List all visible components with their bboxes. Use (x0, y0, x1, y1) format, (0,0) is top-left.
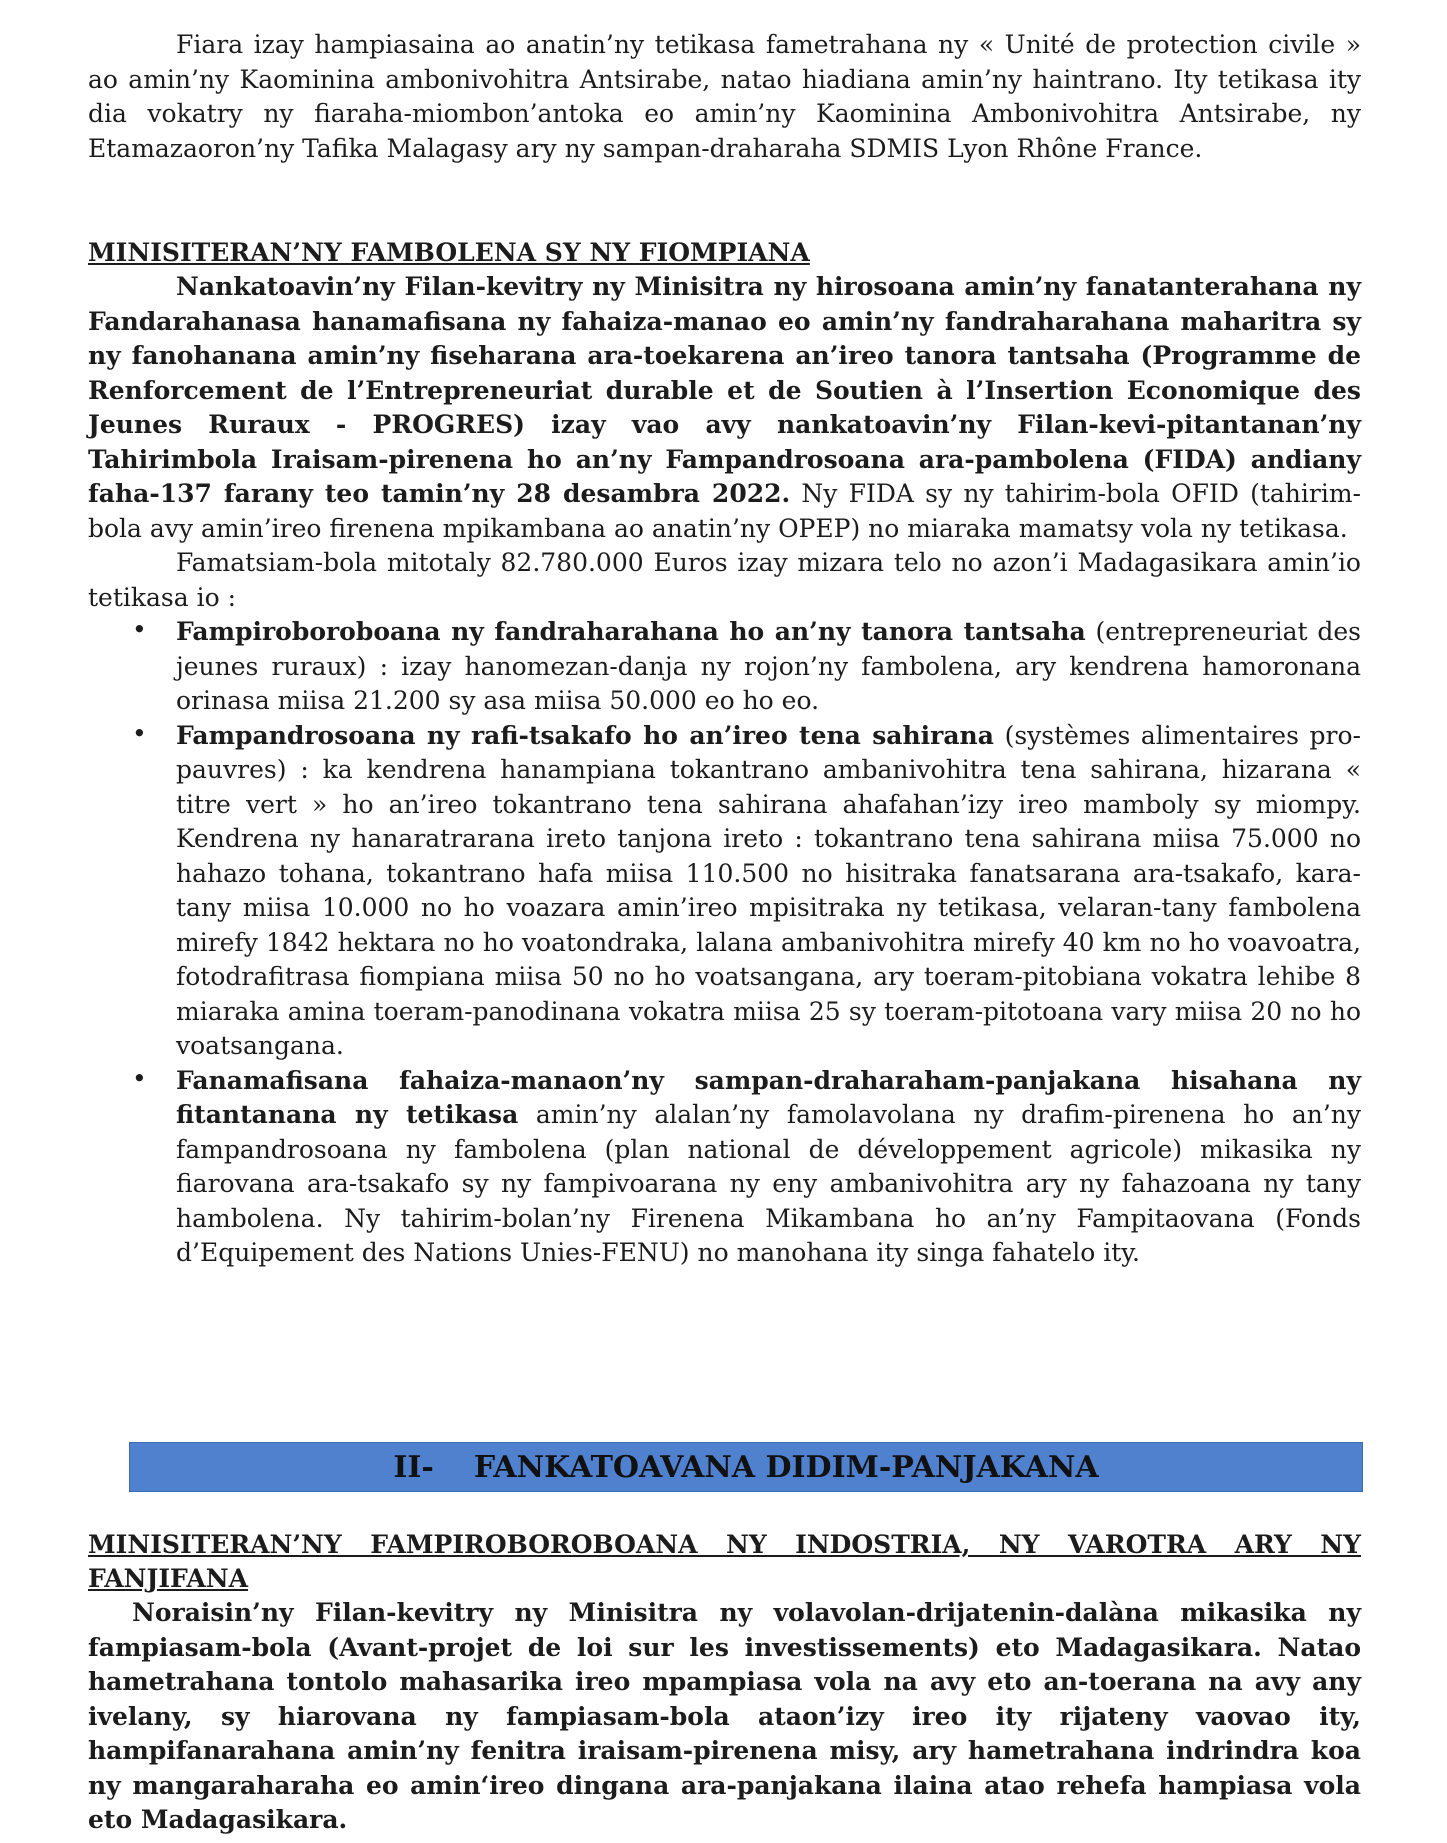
list-item (88, 1064, 1361, 1271)
list-item-bold: Fanamafisana fahaiza-manaon’ny sampan-draharaham-panjakana hisahana ny fitantanana ny tetikasa (176, 1065, 1361, 1129)
list-item (88, 615, 1361, 719)
banner-number: II- (393, 1449, 434, 1485)
section-heading-fambolena: MINISITERAN’NY FAMBOLENA SY NY FIOMPIANA (88, 238, 810, 267)
list-item-bold: Fampandrosoana ny rafi-tsakafo ho an’ireo tena sahirana (176, 720, 994, 750)
paragraph-progres (88, 270, 1361, 546)
list-item-text (176, 719, 1361, 1064)
list-item-body: (entrepreneuriat des jeunes ruraux) : izay hanomezan-danja ny rojon’ny fambolena, ary kendrena hamoronana orinasa miisa 21.200 sy asa miisa 50.000 eo ho eo. (176, 617, 1361, 715)
section-heading-indostria: MINISITERAN’NY FAMPIROBOROBOANA NY INDOSTRIA, NY VAROTRA ARY NY FANJIFANA (88, 1530, 1361, 1593)
bullet-dot-icon: • (132, 718, 147, 748)
bullet-dot-icon: • (132, 615, 147, 644)
list-item-text (176, 1064, 1361, 1271)
list-item (88, 719, 1361, 1064)
list-item-body: amin’ny alalan’ny famolavolana ny drafim-pirenena ho an’ny fampandrosoana ny fambolena (plan national de développement agricole) mikasika ny fiarovana ara-tsakafo sy ny fampivoarana ny eny ambanivohitra ary ny fahazoana ny tany hambolena. Ny tahirim-bolan’ny Firenena Mikambana ho an’ny Fampitaovana (Fonds d’Equipement des Nations Unies-FENU) no manohana ity singa fahatelo ity. (176, 1100, 1361, 1267)
bullet-dot-icon: • (132, 1063, 147, 1093)
list-item-body: (systèmes alimentaires pro-pauvres) : ka kendrena hanampiana tokantrano ambanivohitra tena sahirana, hizarana « titre vert » ho an’ireo tokantrano tena sahirana ahafahan’izy ireo mamboly sy miompy. Kendrena ny hanaratrarana ireto tanjona ireto : tokantrano tena sahirana miisa 75.000 no hahazo tohana, tokantrano hafa miisa 110.500 no hisitraka fanatsarana ara-tsakafo, kara-tany miisa 10.000 no ho voazara amin’ireo mpisitraka ny tetikasa, velaran-tany fambolena mirefy 1842 hektara no ho voatondraka, lalana ambanivohitra mirefy 40 km no ho voavoatra, fotodrafitrasa fiompiana miisa 50 no ho voatsangana, ary toeram-pitobiana vokatra lehibe 8 miaraka amina toeram-panodinana vokatra miisa 25 sy toeram-pitotoana vary miisa 20 no ho voatsangana. (176, 720, 1361, 1060)
section-banner (129, 1442, 1363, 1492)
bullet-list (88, 615, 1361, 1271)
list-item-bold: Fampiroboroboana ny fandraharahana ho an’ny tanora tantsaha (176, 617, 1086, 646)
paragraph-famatsiam-bola: Famatsiam-bola mitotaly 82.780.000 Euros izay mizara telo no azon’i Madagasikara amin’io tetikasa io : (88, 548, 1361, 612)
paragraph-unite-protection-civile: Fiara izay hampiasaina ao anatin’ny tetikasa fametrahana ny « Unité de protection civile » ao amin’ny Kaominina ambonivohitra Antsirabe, natao hiadiana amin’ny haintrano. Ity tetikasa ity dia vokatry ny fiaraha-miombon’antoka eo amin’ny Kaominina Ambonivohitra Antsirabe, ny Etamazaoron’ny Tafika Malagasy ary ny sampan-draharaha SDMIS Lyon Rhône France. (88, 30, 1361, 163)
paragraph-fampiasam-bola: Noraisin’ny Filan-kevitry ny Minisitra ny volavolan-drijatenin-dalàna mikasika ny fampiasam-bola (Avant-projet de loi sur les investissements) eto Madagasikara. Natao hametrahana tontolo mahasarika ireo mpampiasa vola na avy eto an-toerana na avy any ivelany, sy hiarovana ny fampiasam-bola ataon’izy ireo ity rijateny vaovao ity, hampifanarahana amin’ny fenitra iraisam-pirenena misy, ary hametrahana indrindra koa ny mangaraharaha eo amin‘ireo dingana ara-panjakana ilaina atao rehefa hampiasa vola eto Madagasikara. (88, 1598, 1361, 1834)
list-item-text (176, 615, 1361, 719)
banner-title: FANKATOAVANA DIDIM-PANJAKANA (473, 1449, 1099, 1485)
paragraph-progres-bold: Nankatoavin’ny Filan-kevitry ny Minisitra ny hirosoana amin’ny fanatanterahana ny Fandarahanasa hanamafisana ny fahaiza-manao eo amin’ny fandraharahana maharitra sy ny fanohanana amin’ny fiseharana ara-toekarena an’ireo tanora tantsaha (Programme de Renforcement de l’Entrepreneuriat durable et de Soutien à l’Insertion Economique des Jeunes Ruraux - PROGRES) izay vao avy nankatoavin’ny Filan-kevi-pitantanan’ny Tahirimbola Iraisam-pirenena ho an’ny Fampandrosoana ara-pambolena (FIDA) andiany faha-137 farany teo tamin’ny 28 desambra 2022. (88, 272, 1361, 508)
paragraph-progres-rest: Ny FIDA sy ny tahirim-bola OFID (tahirim-bola avy amin’ireo firenena mpikambana ao anatin’ny OPEP) no miaraka mamatsy vola ny tetikasa. (88, 479, 1361, 543)
indostria-section (88, 1528, 1361, 1838)
fambolena-section (88, 236, 1361, 1271)
intro-section (88, 28, 1361, 166)
